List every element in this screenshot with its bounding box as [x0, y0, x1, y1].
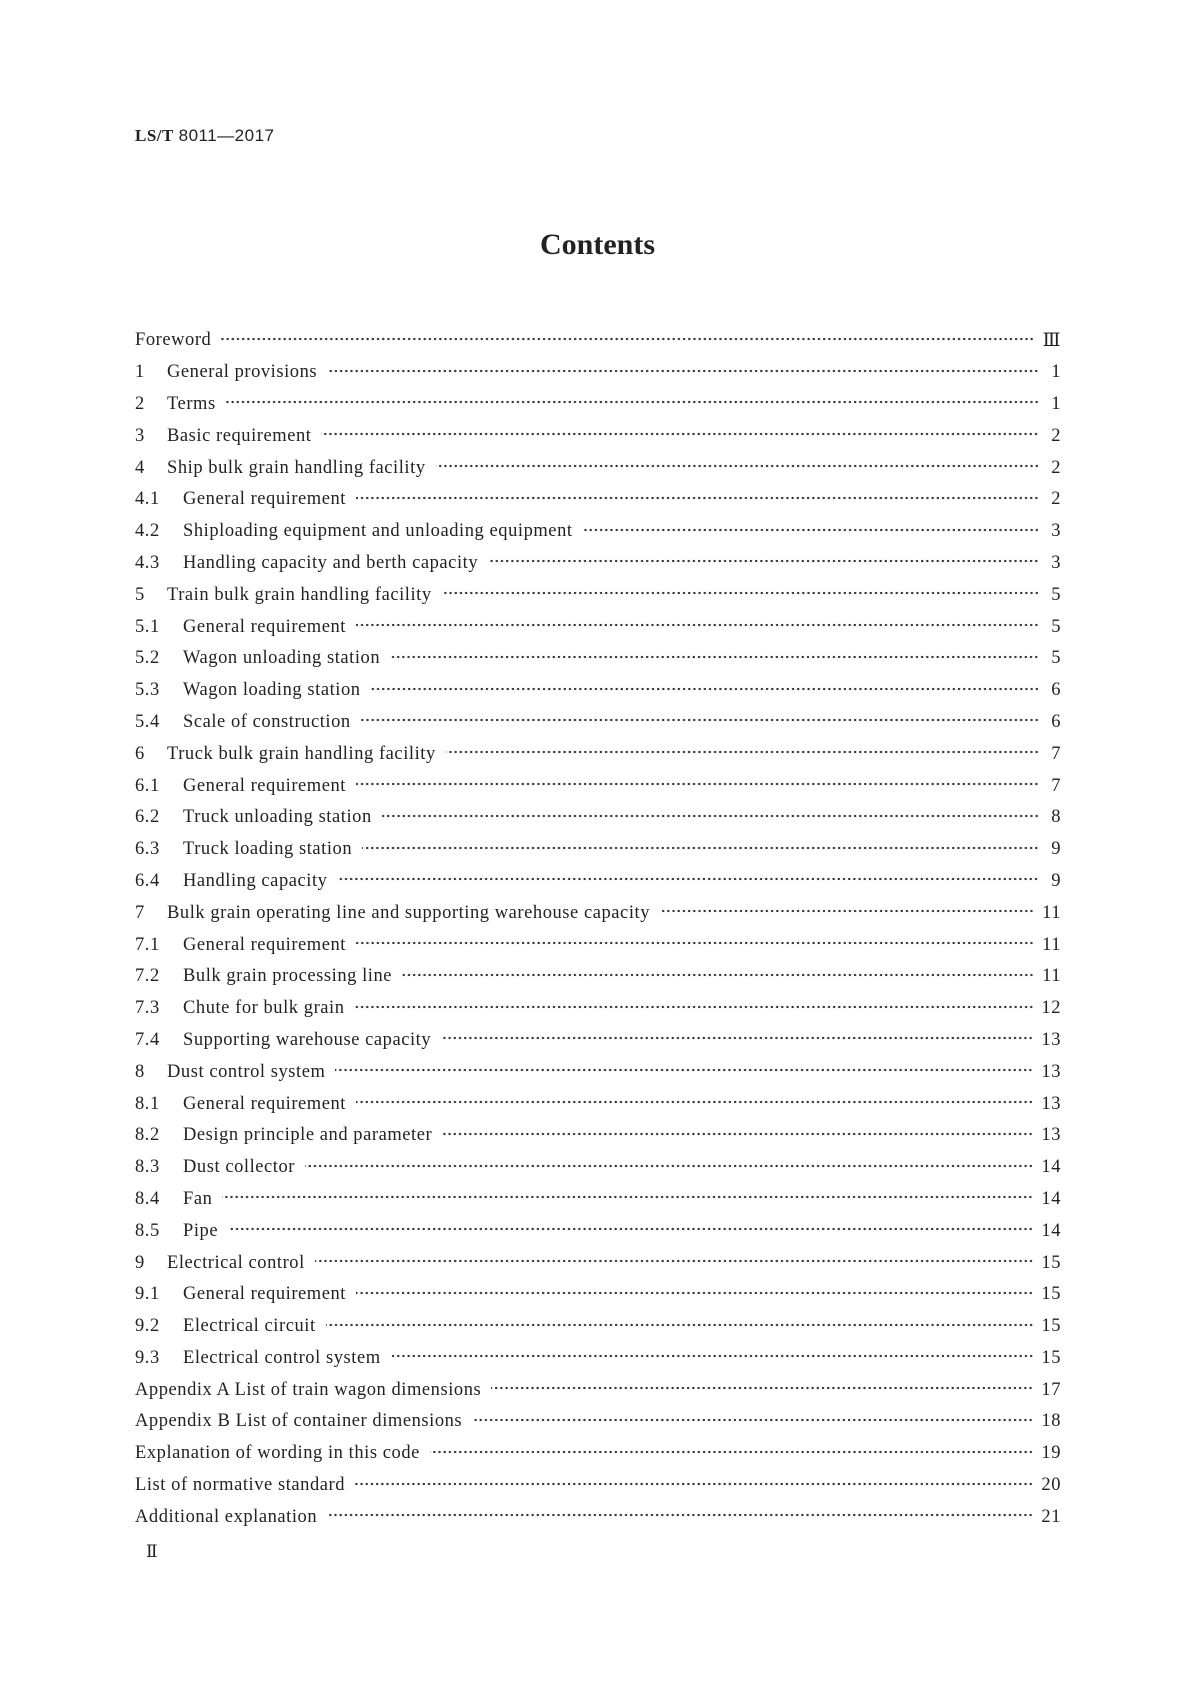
- dot-leader: [441, 1034, 1033, 1042]
- toc-entry[interactable]: [135, 1279, 1061, 1311]
- dot-leader: [356, 780, 1039, 788]
- toc-entry[interactable]: [135, 1343, 1061, 1375]
- dot-leader: [356, 939, 1034, 947]
- toc-entry-page: 11: [1042, 934, 1061, 955]
- toc-entry[interactable]: [135, 675, 1061, 707]
- toc-entry-number: 6: [135, 743, 145, 764]
- toc-entry-label: General requirement: [183, 934, 346, 955]
- toc-entry-page: 3: [1051, 552, 1061, 573]
- toc-entry-page: 15: [1041, 1316, 1061, 1337]
- toc-entry-label: Terms: [167, 393, 216, 414]
- dot-leader: [315, 1257, 1034, 1265]
- toc-entry-label: List of normative standard: [135, 1475, 346, 1496]
- toc-entry-label: Electrical control system: [183, 1347, 381, 1368]
- toc-entry-label: Bulk grain operating line and supporting warehouse capacity: [167, 902, 650, 923]
- table-of-contents: [135, 325, 1061, 1533]
- toc-entry-number: 6.4: [135, 870, 160, 891]
- toc-entry[interactable]: [135, 738, 1061, 770]
- toc-entry-page: 1: [1051, 393, 1061, 414]
- toc-entry-page: 6: [1051, 711, 1061, 732]
- toc-entry-label: Basic requirement: [167, 425, 312, 446]
- toc-entry-label: Design principle and parameter: [183, 1125, 433, 1146]
- toc-entry[interactable]: [135, 1501, 1061, 1533]
- toc-entry-page: 18: [1041, 1411, 1061, 1432]
- toc-entry[interactable]: [135, 516, 1061, 548]
- toc-entry-label: Handling capacity: [183, 870, 328, 891]
- dot-leader: [355, 1003, 1034, 1011]
- dot-leader: [371, 685, 1039, 693]
- toc-entry[interactable]: [135, 961, 1061, 993]
- toc-entry-number: 8.4: [135, 1188, 160, 1209]
- toc-entry[interactable]: [135, 1152, 1061, 1184]
- toc-entry[interactable]: [135, 1311, 1061, 1343]
- toc-entry-number: 4.2: [135, 521, 160, 542]
- toc-entry-number: 7.4: [135, 1029, 160, 1050]
- toc-entry-page: 5: [1051, 616, 1061, 637]
- dot-leader: [402, 971, 1034, 979]
- dot-leader: [491, 1384, 1033, 1392]
- dot-leader: [390, 653, 1039, 661]
- toc-entry-page: 14: [1041, 1220, 1061, 1241]
- toc-entry-page: 7: [1051, 743, 1061, 764]
- toc-entry-page: 11: [1042, 966, 1061, 987]
- toc-entry-page: 15: [1041, 1347, 1061, 1368]
- toc-entry-number: 2: [135, 393, 145, 414]
- toc-entry-page: 2: [1051, 425, 1061, 446]
- toc-entry-label: General requirement: [183, 1093, 346, 1114]
- toc-entry-page: 1: [1051, 362, 1061, 383]
- dot-leader: [356, 1098, 1033, 1106]
- toc-entry-page: 17: [1041, 1379, 1061, 1400]
- dot-leader: [660, 907, 1034, 915]
- toc-entry-number: 9.2: [135, 1316, 160, 1337]
- dot-leader: [326, 1321, 1034, 1329]
- toc-entry-label: Handling capacity and berth capacity: [183, 552, 479, 573]
- toc-entry-label: Truck bulk grain handling facility: [167, 743, 436, 764]
- toc-entry-number: 4.3: [135, 552, 160, 573]
- toc-entry[interactable]: [135, 707, 1061, 739]
- dot-leader: [446, 748, 1039, 756]
- toc-entry-page: 14: [1041, 1188, 1061, 1209]
- dot-leader: [356, 1289, 1033, 1297]
- dot-leader: [356, 621, 1039, 629]
- toc-entry[interactable]: [135, 452, 1061, 484]
- dot-leader: [382, 812, 1039, 820]
- toc-entry-number: 7: [135, 902, 145, 923]
- dot-leader: [226, 398, 1039, 406]
- toc-entry[interactable]: [135, 929, 1061, 961]
- toc-entry-label: Fan: [183, 1188, 213, 1209]
- toc-entry-page: 8: [1051, 807, 1061, 828]
- toc-entry[interactable]: [135, 1120, 1061, 1152]
- toc-entry-number: 5: [135, 584, 145, 605]
- toc-entry-number: 7.1: [135, 934, 160, 955]
- toc-entry-page: 9: [1051, 839, 1061, 860]
- dot-leader: [228, 1225, 1033, 1233]
- dot-leader: [362, 844, 1039, 852]
- toc-entry[interactable]: [135, 1088, 1061, 1120]
- toc-entry[interactable]: [135, 643, 1061, 675]
- toc-entry-label: Wagon unloading station: [183, 648, 381, 669]
- toc-entry-page: 12: [1041, 998, 1061, 1019]
- dot-leader: [442, 1130, 1033, 1138]
- toc-entry-number: 6.2: [135, 807, 160, 828]
- toc-entry-page: 15: [1041, 1252, 1061, 1273]
- toc-entry-number: 5.2: [135, 648, 160, 669]
- toc-entry-page: 13: [1041, 1125, 1061, 1146]
- dot-leader: [356, 494, 1039, 502]
- toc-entry-label: General requirement: [183, 1284, 346, 1305]
- toc-entry-label: Bulk grain processing line: [183, 966, 393, 987]
- toc-entry-page: 6: [1051, 680, 1061, 701]
- dot-leader: [335, 1066, 1033, 1074]
- toc-entry[interactable]: [135, 1406, 1061, 1438]
- toc-entry-page: 2: [1051, 489, 1061, 510]
- toc-entry-label: Chute for bulk grain: [183, 998, 345, 1019]
- toc-entry-label: Ship bulk grain handling facility: [167, 457, 426, 478]
- dot-leader: [321, 430, 1039, 438]
- toc-entry-page: 5: [1051, 648, 1061, 669]
- toc-entry-number: 4.1: [135, 489, 160, 510]
- toc-entry[interactable]: [135, 770, 1061, 802]
- dot-leader: [222, 1193, 1033, 1201]
- dot-leader: [361, 716, 1039, 724]
- toc-entry-label: Shiploading equipment and unloading equipment: [183, 521, 573, 542]
- toc-entry-page: 15: [1041, 1284, 1061, 1305]
- toc-entry[interactable]: [135, 1025, 1061, 1057]
- standard-code: [135, 126, 274, 146]
- toc-entry-number: 9.3: [135, 1347, 160, 1368]
- toc-entry-label: Wagon loading station: [183, 680, 361, 701]
- toc-entry[interactable]: [135, 834, 1061, 866]
- toc-entry[interactable]: [135, 420, 1061, 452]
- page-number: Ⅱ: [146, 1542, 158, 1561]
- toc-entry-label: Scale of construction: [183, 711, 351, 732]
- toc-entry-number: 5.3: [135, 680, 160, 701]
- toc-entry[interactable]: [135, 897, 1061, 929]
- toc-entry-number: 9.1: [135, 1284, 160, 1305]
- toc-entry[interactable]: [135, 484, 1061, 516]
- toc-entry-page: 13: [1041, 1029, 1061, 1050]
- toc-entry-label: Electrical control: [167, 1252, 305, 1273]
- dot-leader: [442, 589, 1039, 597]
- toc-entry-page: 5: [1051, 584, 1061, 605]
- toc-entry-label: General requirement: [183, 616, 346, 637]
- toc-entry-label: Appendix A List of train wagon dimensions: [135, 1379, 482, 1400]
- toc-entry[interactable]: [135, 1056, 1061, 1088]
- toc-entry-page: 3: [1051, 521, 1061, 542]
- toc-entry-page: 20: [1041, 1475, 1061, 1496]
- dot-leader: [488, 557, 1039, 565]
- toc-entry-page: 7: [1051, 775, 1061, 796]
- dot-leader: [327, 367, 1039, 375]
- toc-entry-page: 14: [1041, 1157, 1061, 1178]
- toc-entry-number: 5.1: [135, 616, 160, 637]
- toc-entry-label: Foreword: [135, 330, 212, 351]
- page-title: Contents: [539, 228, 655, 261]
- toc-entry-label: Electrical circuit: [183, 1316, 316, 1337]
- toc-entry-label: Pipe: [183, 1220, 219, 1241]
- toc-entry[interactable]: [135, 1247, 1061, 1279]
- toc-entry-label: Dust collector: [183, 1157, 295, 1178]
- toc-entry-number: 8.3: [135, 1157, 160, 1178]
- dot-leader: [305, 1162, 1033, 1170]
- dot-leader: [583, 526, 1039, 534]
- toc-entry-label: Dust control system: [167, 1061, 326, 1082]
- toc-entry-label: General requirement: [183, 489, 346, 510]
- toc-entry[interactable]: [135, 993, 1061, 1025]
- toc-entry-label: General requirement: [183, 775, 346, 796]
- toc-entry-label: Explanation of wording in this code: [135, 1443, 420, 1464]
- dot-leader: [327, 1511, 1033, 1519]
- toc-entry-number: 7.2: [135, 966, 160, 987]
- toc-entry[interactable]: [135, 1215, 1061, 1247]
- dot-leader: [355, 1480, 1033, 1488]
- toc-entry-page: 11: [1042, 902, 1061, 923]
- toc-entry-page: 19: [1041, 1443, 1061, 1464]
- toc-entry[interactable]: [135, 1184, 1061, 1216]
- toc-entry-page: 13: [1041, 1093, 1061, 1114]
- toc-entry[interactable]: [135, 357, 1061, 389]
- toc-entry-page: 13: [1041, 1061, 1061, 1082]
- toc-entry-number: 8.5: [135, 1220, 160, 1241]
- toc-entry[interactable]: [135, 579, 1061, 611]
- toc-entry[interactable]: [135, 1470, 1061, 1502]
- toc-entry-number: 8.2: [135, 1125, 160, 1146]
- toc-entry-page: 21: [1041, 1506, 1061, 1527]
- toc-entry-number: 7.3: [135, 998, 160, 1019]
- toc-entry-number: 4: [135, 457, 145, 478]
- toc-entry[interactable]: [135, 611, 1061, 643]
- toc-entry[interactable]: [135, 866, 1061, 898]
- toc-entry-page: 9: [1051, 870, 1061, 891]
- toc-entry-label: Truck loading station: [183, 839, 353, 860]
- toc-entry-number: 8: [135, 1061, 145, 1082]
- toc-entry[interactable]: [135, 802, 1061, 834]
- toc-entry-label: Truck unloading station: [183, 807, 372, 828]
- toc-entry[interactable]: [135, 325, 1061, 357]
- dot-leader: [337, 875, 1039, 883]
- dot-leader: [391, 1352, 1034, 1360]
- dot-leader: [472, 1416, 1033, 1424]
- toc-entry-number: 6.1: [135, 775, 160, 796]
- dot-leader: [436, 462, 1039, 470]
- toc-entry-number: 8.1: [135, 1093, 160, 1114]
- dot-leader: [221, 335, 1034, 343]
- toc-entry[interactable]: [135, 1438, 1061, 1470]
- toc-entry-page: Ⅲ: [1042, 330, 1061, 351]
- toc-entry-label: Train bulk grain handling facility: [167, 584, 432, 605]
- toc-entry-label: General provisions: [167, 362, 318, 383]
- dot-leader: [430, 1448, 1034, 1456]
- toc-entry-number: 6.3: [135, 839, 160, 860]
- toc-entry-number: 5.4: [135, 711, 160, 732]
- toc-entry[interactable]: [135, 389, 1061, 421]
- toc-entry-number: 3: [135, 425, 145, 446]
- standard-prefix: LS/T: [135, 126, 174, 145]
- toc-entry-label: Additional explanation: [135, 1506, 318, 1527]
- toc-entry-page: 2: [1051, 457, 1061, 478]
- toc-entry-label: Appendix B List of container dimensions: [135, 1411, 463, 1432]
- toc-entry-number: 9: [135, 1252, 145, 1273]
- toc-entry-label: Supporting warehouse capacity: [183, 1029, 432, 1050]
- toc-entry-number: 1: [135, 362, 145, 383]
- standard-number: 8011—2017: [178, 126, 275, 145]
- toc-entry[interactable]: [135, 548, 1061, 580]
- toc-entry[interactable]: [135, 1374, 1061, 1406]
